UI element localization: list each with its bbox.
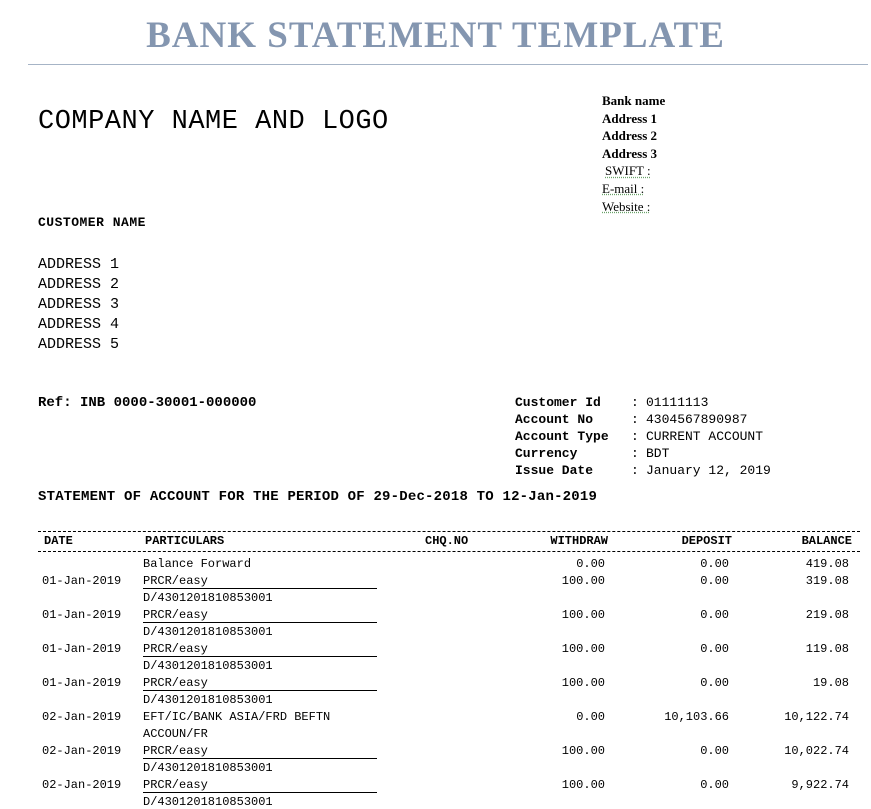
- row-particulars: PRCR/easy: [143, 574, 377, 589]
- row-deposit: 0.00: [700, 557, 729, 571]
- row-balance: 10,022.74: [784, 744, 849, 758]
- row-withdraw: 100.00: [561, 574, 605, 588]
- row-date: 02-Jan-2019: [42, 778, 122, 792]
- header-date: DATE: [44, 534, 73, 548]
- row-date: 01-Jan-2019: [42, 608, 122, 622]
- row-particulars: PRCR/easy: [143, 608, 377, 623]
- address-line: ADDRESS 4: [38, 316, 120, 333]
- account-label: Issue Date: [515, 463, 594, 478]
- row-particulars: PRCR/easy: [143, 676, 377, 691]
- row-particulars-detail: D/4301201810853001: [143, 795, 273, 809]
- address-line: ADDRESS 1: [38, 256, 120, 273]
- header-withdraw: WITHDRAW: [550, 534, 608, 548]
- row-balance: 419.08: [805, 557, 849, 571]
- bank-website: Website :: [602, 198, 651, 214]
- statement-period: STATEMENT OF ACCOUNT FOR THE PERIOD OF 29-Dec-2018 TO 12-Jan-2019: [38, 489, 598, 505]
- row-withdraw: 0.00: [576, 557, 605, 571]
- row-deposit: 0.00: [700, 676, 729, 690]
- row-particulars: Balance Forward: [143, 557, 252, 571]
- row-date: 01-Jan-2019: [42, 574, 122, 588]
- row-balance: 219.08: [805, 608, 849, 622]
- bank-address-3: Address 3: [602, 145, 658, 161]
- row-deposit: 0.00: [700, 778, 729, 792]
- address-line: ADDRESS 3: [38, 296, 120, 313]
- account-value: January 12, 2019: [646, 463, 771, 478]
- row-deposit: 0.00: [700, 574, 729, 588]
- row-date: 01-Jan-2019: [42, 676, 122, 690]
- table-header-rule: [38, 551, 860, 552]
- account-row: Customer Id : 01111113: [515, 395, 709, 410]
- row-withdraw: 0.00: [576, 710, 605, 724]
- row-deposit: 10,103.66: [664, 710, 729, 724]
- address-line: ADDRESS 2: [38, 276, 120, 293]
- account-row: Account No : 4304567890987: [515, 412, 748, 427]
- account-label: Customer Id: [515, 395, 601, 410]
- row-withdraw: 100.00: [561, 676, 605, 690]
- account-value: BDT: [646, 446, 670, 461]
- bank-email: E-mail :: [602, 180, 645, 196]
- address-line: ADDRESS 5: [38, 336, 120, 353]
- row-balance: 19.08: [812, 676, 849, 690]
- row-particulars-detail: D/4301201810853001: [143, 761, 273, 775]
- row-withdraw: 100.00: [561, 642, 605, 656]
- account-row: Issue Date : January 12, 2019: [515, 463, 771, 478]
- row-balance: 9,922.74: [791, 778, 849, 792]
- header-chq-no: CHQ.NO: [425, 534, 469, 548]
- account-label: Currency: [515, 446, 578, 461]
- row-deposit: 0.00: [700, 608, 729, 622]
- row-date: 01-Jan-2019: [42, 642, 122, 656]
- account-value: 01111113: [646, 395, 709, 410]
- account-value: 4304567890987: [646, 412, 748, 427]
- table-top-rule: [38, 531, 860, 532]
- title-divider: [28, 64, 868, 65]
- row-particulars: PRCR/easy: [143, 778, 377, 793]
- account-row: Currency : BDT: [515, 446, 670, 461]
- header-balance: BALANCE: [801, 534, 852, 548]
- bank-info: [602, 92, 842, 215]
- bank-swift: SWIFT :: [605, 163, 651, 179]
- account-label: Account No: [515, 412, 594, 427]
- company-name: COMPANY NAME AND LOGO: [38, 107, 389, 137]
- row-balance: 10,122.74: [784, 710, 849, 724]
- row-balance: 119.08: [805, 642, 849, 656]
- row-particulars: PRCR/easy: [143, 642, 377, 657]
- header-deposit: DEPOSIT: [681, 534, 732, 548]
- row-deposit: 0.00: [700, 744, 729, 758]
- account-value: CURRENT ACCOUNT: [646, 429, 764, 444]
- row-deposit: 0.00: [700, 642, 729, 656]
- row-withdraw: 100.00: [561, 778, 605, 792]
- customer-address: [38, 255, 119, 355]
- page-title: BANK STATEMENT TEMPLATE: [146, 15, 725, 56]
- row-particulars-detail: ACCOUN/FR: [143, 727, 208, 741]
- row-balance: 319.08: [805, 574, 849, 588]
- customer-name: CUSTOMER NAME: [38, 215, 146, 230]
- row-particulars-detail: D/4301201810853001: [143, 625, 273, 639]
- row-date: 02-Jan-2019: [42, 710, 122, 724]
- bank-address-1: Address 1: [602, 110, 658, 126]
- row-particulars: PRCR/easy: [143, 744, 377, 759]
- reference-number: Ref: INB 0000-30001-000000: [38, 395, 257, 411]
- account-label: Account Type: [515, 429, 609, 444]
- bank-address-2: Address 2: [602, 128, 658, 144]
- header-particulars: PARTICULARS: [145, 534, 225, 548]
- row-withdraw: 100.00: [561, 744, 605, 758]
- row-particulars-detail: D/4301201810853001: [143, 591, 273, 605]
- row-particulars-detail: D/4301201810853001: [143, 659, 273, 673]
- row-particulars-detail: D/4301201810853001: [143, 693, 273, 707]
- row-particulars: EFT/IC/BANK ASIA/FRD BEFTN: [143, 710, 331, 724]
- bank-name: Bank name: [602, 93, 666, 108]
- account-details: [515, 394, 771, 479]
- row-withdraw: 100.00: [561, 608, 605, 622]
- account-row: Account Type : CURRENT ACCOUNT: [515, 429, 764, 444]
- row-date: 02-Jan-2019: [42, 744, 122, 758]
